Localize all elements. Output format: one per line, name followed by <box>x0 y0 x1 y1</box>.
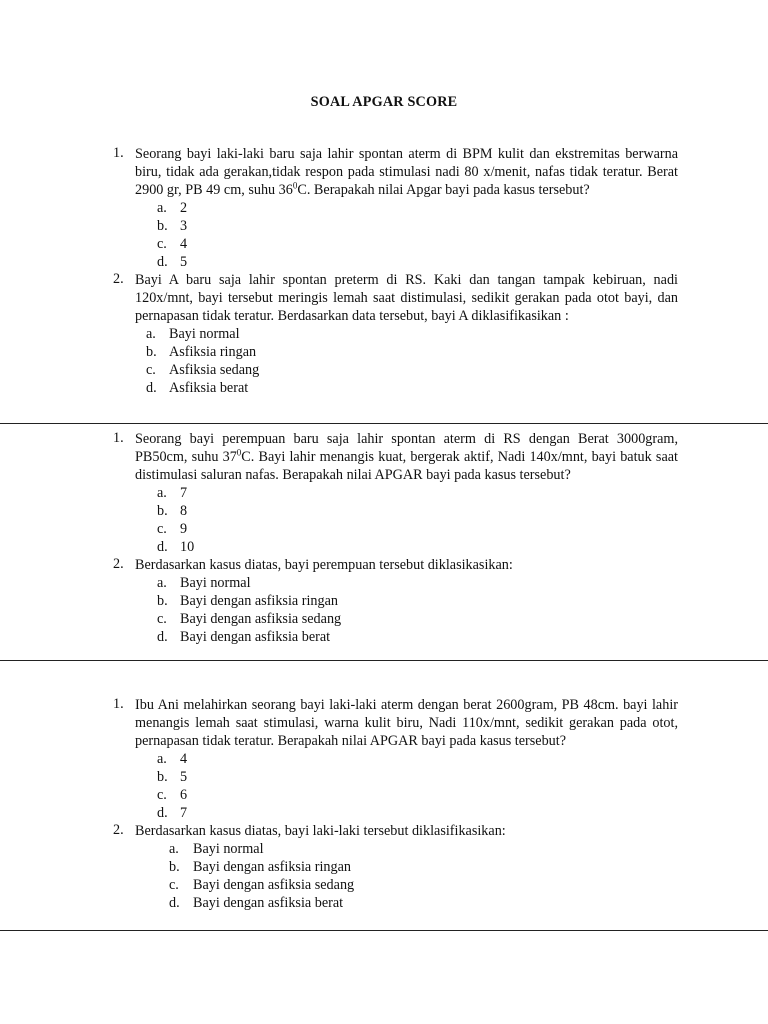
question-2 <box>0 822 768 840</box>
section-divider <box>0 423 768 424</box>
option-a: a. 4 <box>157 751 188 767</box>
option-b: b. 5 <box>157 769 188 785</box>
question-text: Ibu Ani melahirkan seorang bayi laki-laki aterm dengan berat 2600gram, PB 48cm. bayi lahir menangis lemah saat stimulasi, warna kulit biru, Nadi 110x/mnt, sedikit gerakan pada otot, pernapasan tidak teratur. Berapakah nilai APGAR bayi pada kasus tersebut? <box>135 697 678 749</box>
question-number: 1. <box>113 430 124 446</box>
question-1 <box>0 696 768 750</box>
option-list <box>0 325 768 397</box>
question-text: Seorang bayi perempuan baru saja lahir spontan aterm di RS dengan Berat 3000gram, PB50cm, suhu $37^0C$. Bayi lahir menangis kuat, bergerak aktif, Nadi 140x/mnt, bayi batuk saat distimulasi saluran nafas. Berapakah nilai APGAR bayi pada kasus tersebut? <box>135 431 678 483</box>
question-text: Bayi A baru saja lahir spontan preterm di RS. Kaki dan tangan tampak kebiruan, nadi 120x/mnt, bayi tersebut meringis lemah saat distimulasi, sedikit gerakan pada otot bayi, dan pernapasan tidak teratur. Berdasarkan data tersebut, bayi A diklasifikasikan : <box>135 272 678 324</box>
section-divider <box>0 930 768 931</box>
option-b: b. Bayi dengan asfiksia ringan <box>157 593 338 609</box>
option-d: d. Asfiksia berat <box>146 380 249 396</box>
option-b: b. 3 <box>157 218 188 234</box>
question-text: Berdasarkan kasus diatas, bayi laki-laki tersebut diklasifikasikan: <box>135 823 506 839</box>
question-2 <box>0 556 768 574</box>
page-title: SOAL APGAR SCORE <box>310 94 458 110</box>
option-list <box>0 199 768 271</box>
option-c: c. Bayi dengan asfiksia sedang <box>169 877 355 893</box>
option-list <box>0 840 768 912</box>
option-d: d. 10 <box>157 539 195 555</box>
question-number: 1. <box>113 696 124 712</box>
option-c: c. 6 <box>157 787 188 803</box>
question-text: Seorang bayi laki-laki baru saja lahir spontan aterm di BPM kulit dan ekstremitas berwarna biru, tidak ada gerakan,tidak respon pada stimulasi nadi 80 x/menit, nafas tidak teratur. Berat 2900 gr, PB 49 cm, suhu $36^0C$. Berapakah nilai Apgar bayi pada kasus tersebut? <box>135 146 678 198</box>
option-c: c. 4 <box>157 236 188 252</box>
question-1 <box>0 145 768 199</box>
question-section-2 <box>0 430 768 646</box>
option-c: c. 9 <box>157 521 188 537</box>
question-number: 2. <box>113 556 124 572</box>
option-a: a. 7 <box>157 485 188 501</box>
question-section-1 <box>0 145 768 397</box>
question-number: 2. <box>113 822 124 838</box>
option-d: d. 5 <box>157 254 188 270</box>
option-c: c. Asfiksia sedang <box>146 362 260 378</box>
option-list <box>0 574 768 646</box>
option-c: c. Bayi dengan asfiksia sedang <box>157 611 342 627</box>
question-number: 2. <box>113 271 124 287</box>
question-section-3 <box>0 696 768 912</box>
option-a: a. Bayi normal <box>157 575 251 591</box>
option-list <box>0 750 768 822</box>
question-1 <box>0 430 768 484</box>
option-a: a. 2 <box>157 200 188 216</box>
option-a: a. Bayi normal <box>146 326 240 342</box>
question-2 <box>0 271 768 325</box>
option-d: d. 7 <box>157 805 188 821</box>
option-a: a. Bayi normal <box>169 841 264 857</box>
option-b: b. Bayi dengan asfiksia ringan <box>169 859 351 875</box>
option-b: b. Asfiksia ringan <box>146 344 257 360</box>
option-d: d. Bayi dengan asfiksia berat <box>169 895 344 911</box>
section-divider <box>0 660 768 661</box>
question-number: 1. <box>113 145 124 161</box>
option-b: b. 8 <box>157 503 188 519</box>
question-text: Berdasarkan kasus diatas, bayi perempuan tersebut diklasikasikan: <box>135 557 513 573</box>
option-list <box>0 484 768 556</box>
option-d: d. Bayi dengan asfiksia berat <box>157 629 331 645</box>
